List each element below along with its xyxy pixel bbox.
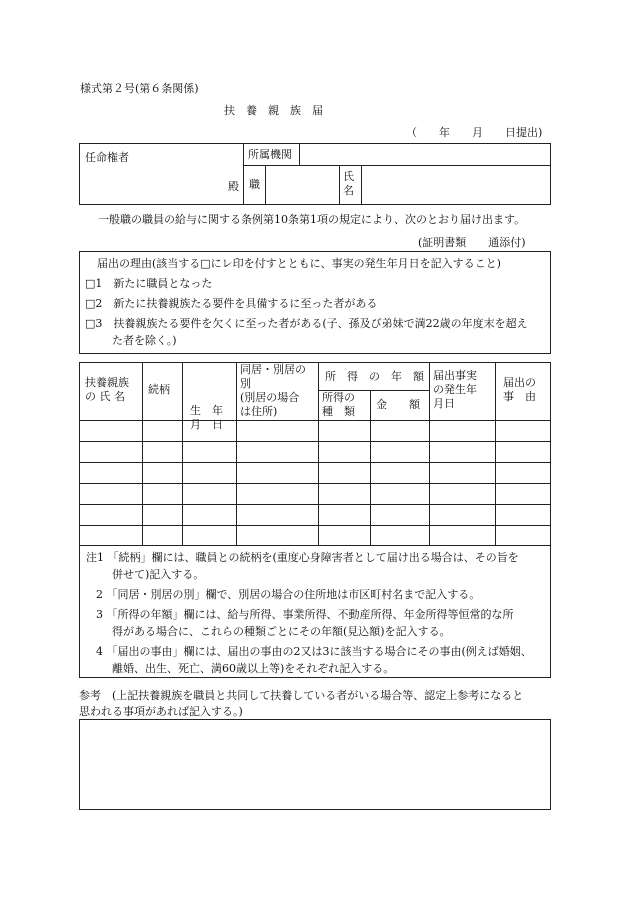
col-header-event-date: 届出事実 の発生年 月日 <box>433 369 477 410</box>
dono-label: 殿 <box>228 180 239 193</box>
form-id: 様式第２号(第６条関係) <box>80 82 199 95</box>
reason-3-checkbox[interactable]: □3 扶養親族たる要件を欠くに至った者がある(子、孫及び弟妹で満22歳の年度末を超え <box>85 317 528 330</box>
note-1: 注1 「続柄」欄には、職員との続柄を(重度心身障害者として届け出る場合は、その旨を <box>86 551 519 564</box>
col-header-income-group: 所 得 の 年 額 <box>325 370 424 383</box>
col-header-birth: 生 年 月 日 <box>190 404 223 431</box>
submission-date: （ 年 月 日提出) <box>406 126 543 139</box>
reason-3-continued: た者を除く。) <box>112 334 177 347</box>
appointer-label: 任命権者 <box>85 151 129 164</box>
reason-1-checkbox[interactable]: □1 新たに職員となった <box>85 277 213 290</box>
table-row[interactable] <box>80 526 550 545</box>
col-header-relation: 続柄 <box>148 383 170 396</box>
col-header-amount: 金 額 <box>376 398 420 411</box>
note-4: 4 「届出の事由」欄には、届出の事由の2又は3に該当する場合にその事由(例えば婚姻、 <box>96 645 532 658</box>
table-row[interactable] <box>80 505 550 525</box>
name-field[interactable] <box>362 166 550 204</box>
name-label: 氏名 <box>343 170 354 197</box>
statement: 一般職の職員の給与に関する条例第10条第1項の規定により、次のとおり届け出ます。 <box>98 213 526 226</box>
table-row[interactable] <box>80 421 550 441</box>
col-header-name: 扶養親族 の 氏 名 <box>85 376 129 403</box>
table-row[interactable] <box>80 442 550 462</box>
position-field[interactable] <box>266 166 339 204</box>
note-1-cont: 併せて)記入する。 <box>112 568 205 581</box>
reason-2-checkbox[interactable]: □2 新たに扶養親族たる要件を具備するに至った者がある <box>85 297 378 310</box>
col-header-residence: 同居・別居の 別 (別居の場合 は住所) <box>240 363 306 418</box>
affiliation-field[interactable] <box>300 144 550 165</box>
col-header-income-type: 所得の 種 類 <box>322 391 355 418</box>
form-title: 扶 養 親 族 届 <box>224 104 323 117</box>
note-3-cont: 得がある場合に、これらの種類ごとにその年額(見込額)を記入する。 <box>112 625 451 638</box>
note-2: 2 「同居・別居の別」欄で、別居の場合の住所地は市区町村名まで記入する。 <box>96 588 481 601</box>
note-4-cont: 離婚、出生、死亡、満60歳以上等)をそれぞれ記入する。 <box>112 662 395 675</box>
note-3: 3 「所得の年額」欄には、給与所得、事業所得、不動産所得、年金所得等恒常的な所 <box>96 608 514 621</box>
reference-text-cont: 思われる事項があれば記入する。) <box>79 705 243 718</box>
position-label: 職 <box>249 178 260 191</box>
col-header-reason: 届出の 事 由 <box>503 376 536 403</box>
affiliation-label: 所属機関 <box>248 148 292 161</box>
table-row[interactable] <box>80 463 550 483</box>
certificate-docs: (証明書類 通添付) <box>418 236 526 249</box>
reasons-heading: 届出の理由(該当する□にレ印を付すとともに、事実の発生年月日を記入すること) <box>97 257 501 270</box>
table-row[interactable] <box>80 484 550 504</box>
reference-text: 参考 (上記扶養親族を職員と共同して扶養している者がいる場合等、認定上参考になると <box>79 689 524 702</box>
reference-field[interactable] <box>80 720 550 809</box>
